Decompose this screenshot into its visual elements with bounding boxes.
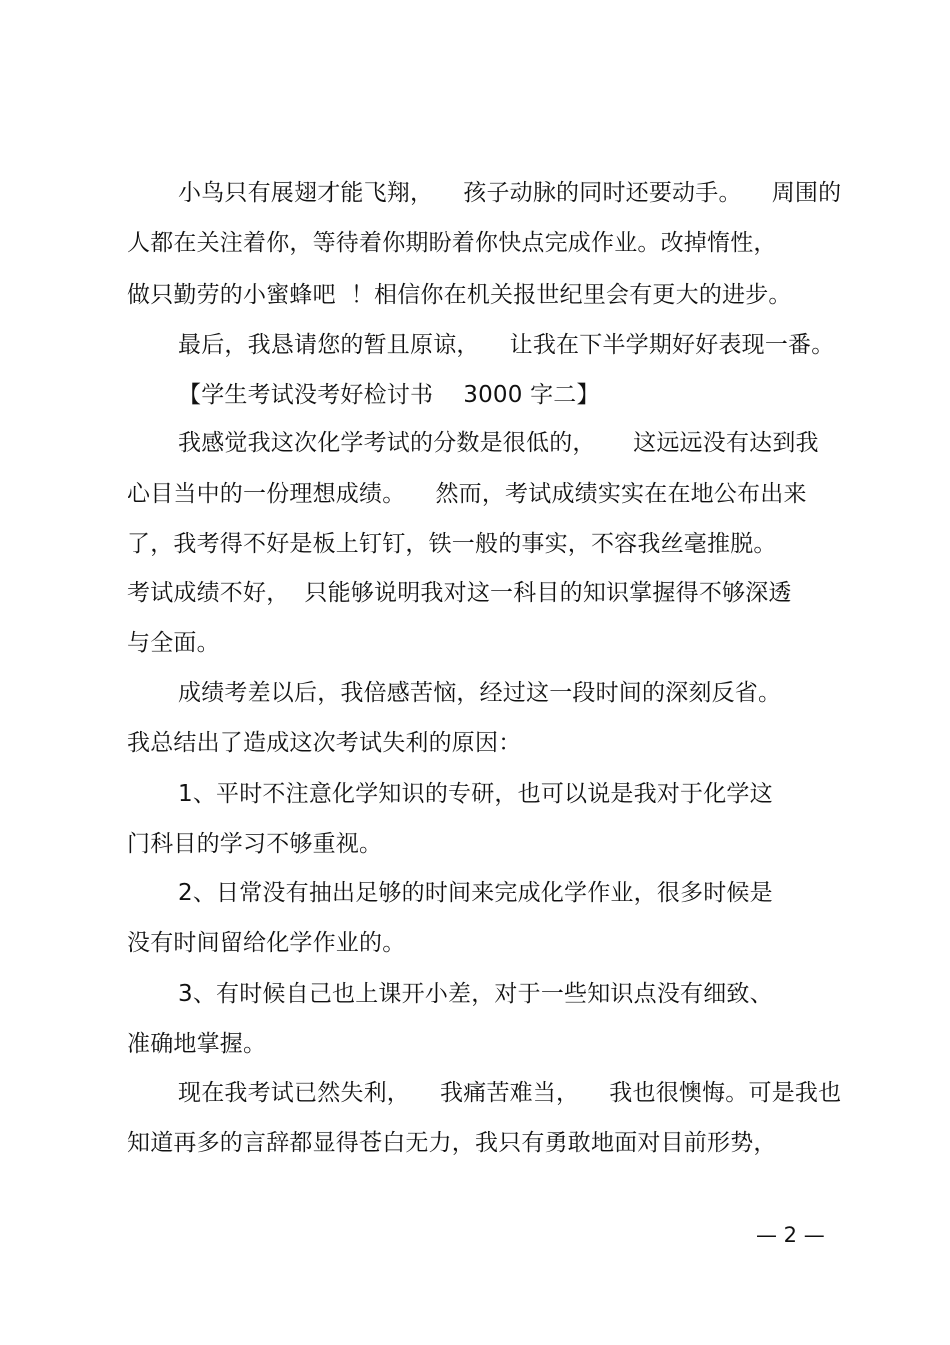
text-line: 最后，我恳请您的暂且原谅， 让我在下半学期好好表现一番。 bbox=[178, 332, 835, 358]
text-line: 心目当中的一份理想成绩。 然而，考试成绩实实在在地公布出来 bbox=[127, 481, 807, 507]
list-item: 3、有时候自己也上课开小差，对于一些知识点没有细致、 bbox=[178, 981, 773, 1007]
text-line: 现在我考试已然失利， 我痛苦难当， 我也很懊悔。可是我也 bbox=[178, 1080, 842, 1106]
text-line: 门科目的学习不够重视。 bbox=[127, 831, 383, 857]
text-line: 知道再多的言辞都显得苍白无力，我只有勇敢地面对目前形势， bbox=[127, 1130, 777, 1156]
page-number: — 2 — bbox=[756, 1223, 825, 1247]
text-line: 我感觉我这次化学考试的分数是很低的， 这远远没有达到我 bbox=[178, 430, 819, 456]
text-line: 没有时间留给化学作业的。 bbox=[127, 930, 406, 956]
text-line: 准确地掌握。 bbox=[127, 1031, 267, 1057]
list-item: 1、平时不注意化学知识的专研，也可以说是我对于化学这 bbox=[178, 781, 773, 807]
text-line: 做只勤劳的小蜜蜂吧 ！相信你在机关报世纪里会有更大的进步。 bbox=[127, 282, 792, 308]
text-line: 了，我考得不好是板上钉钉，铁一般的事实，不容我丝毫推脱。 bbox=[127, 531, 777, 557]
text-line: 人都在关注着你，等待着你期盼着你快点完成作业。改掉惰性， bbox=[127, 230, 777, 256]
text-line: 与全面。 bbox=[127, 630, 220, 656]
list-item: 2、日常没有抽出足够的时间来完成化学作业，很多时候是 bbox=[178, 880, 773, 906]
text-line: 我总结出了造成这次考试失利的原因： bbox=[127, 730, 522, 756]
text-line: 考试成绩不好， 只能够说明我对这一科目的知识掌握得不够深透 bbox=[127, 580, 792, 606]
text-line: 成绩考差以后，我倍感苦恼，经过这一段时间的深刻反省。 bbox=[178, 680, 782, 706]
text-line: 小鸟只有展翅才能飞翔， 孩子动脉的同时还要动手。 周围的 bbox=[178, 180, 842, 206]
section-heading: 【学生考试没考好检讨书 3000 字二】 bbox=[178, 382, 600, 408]
